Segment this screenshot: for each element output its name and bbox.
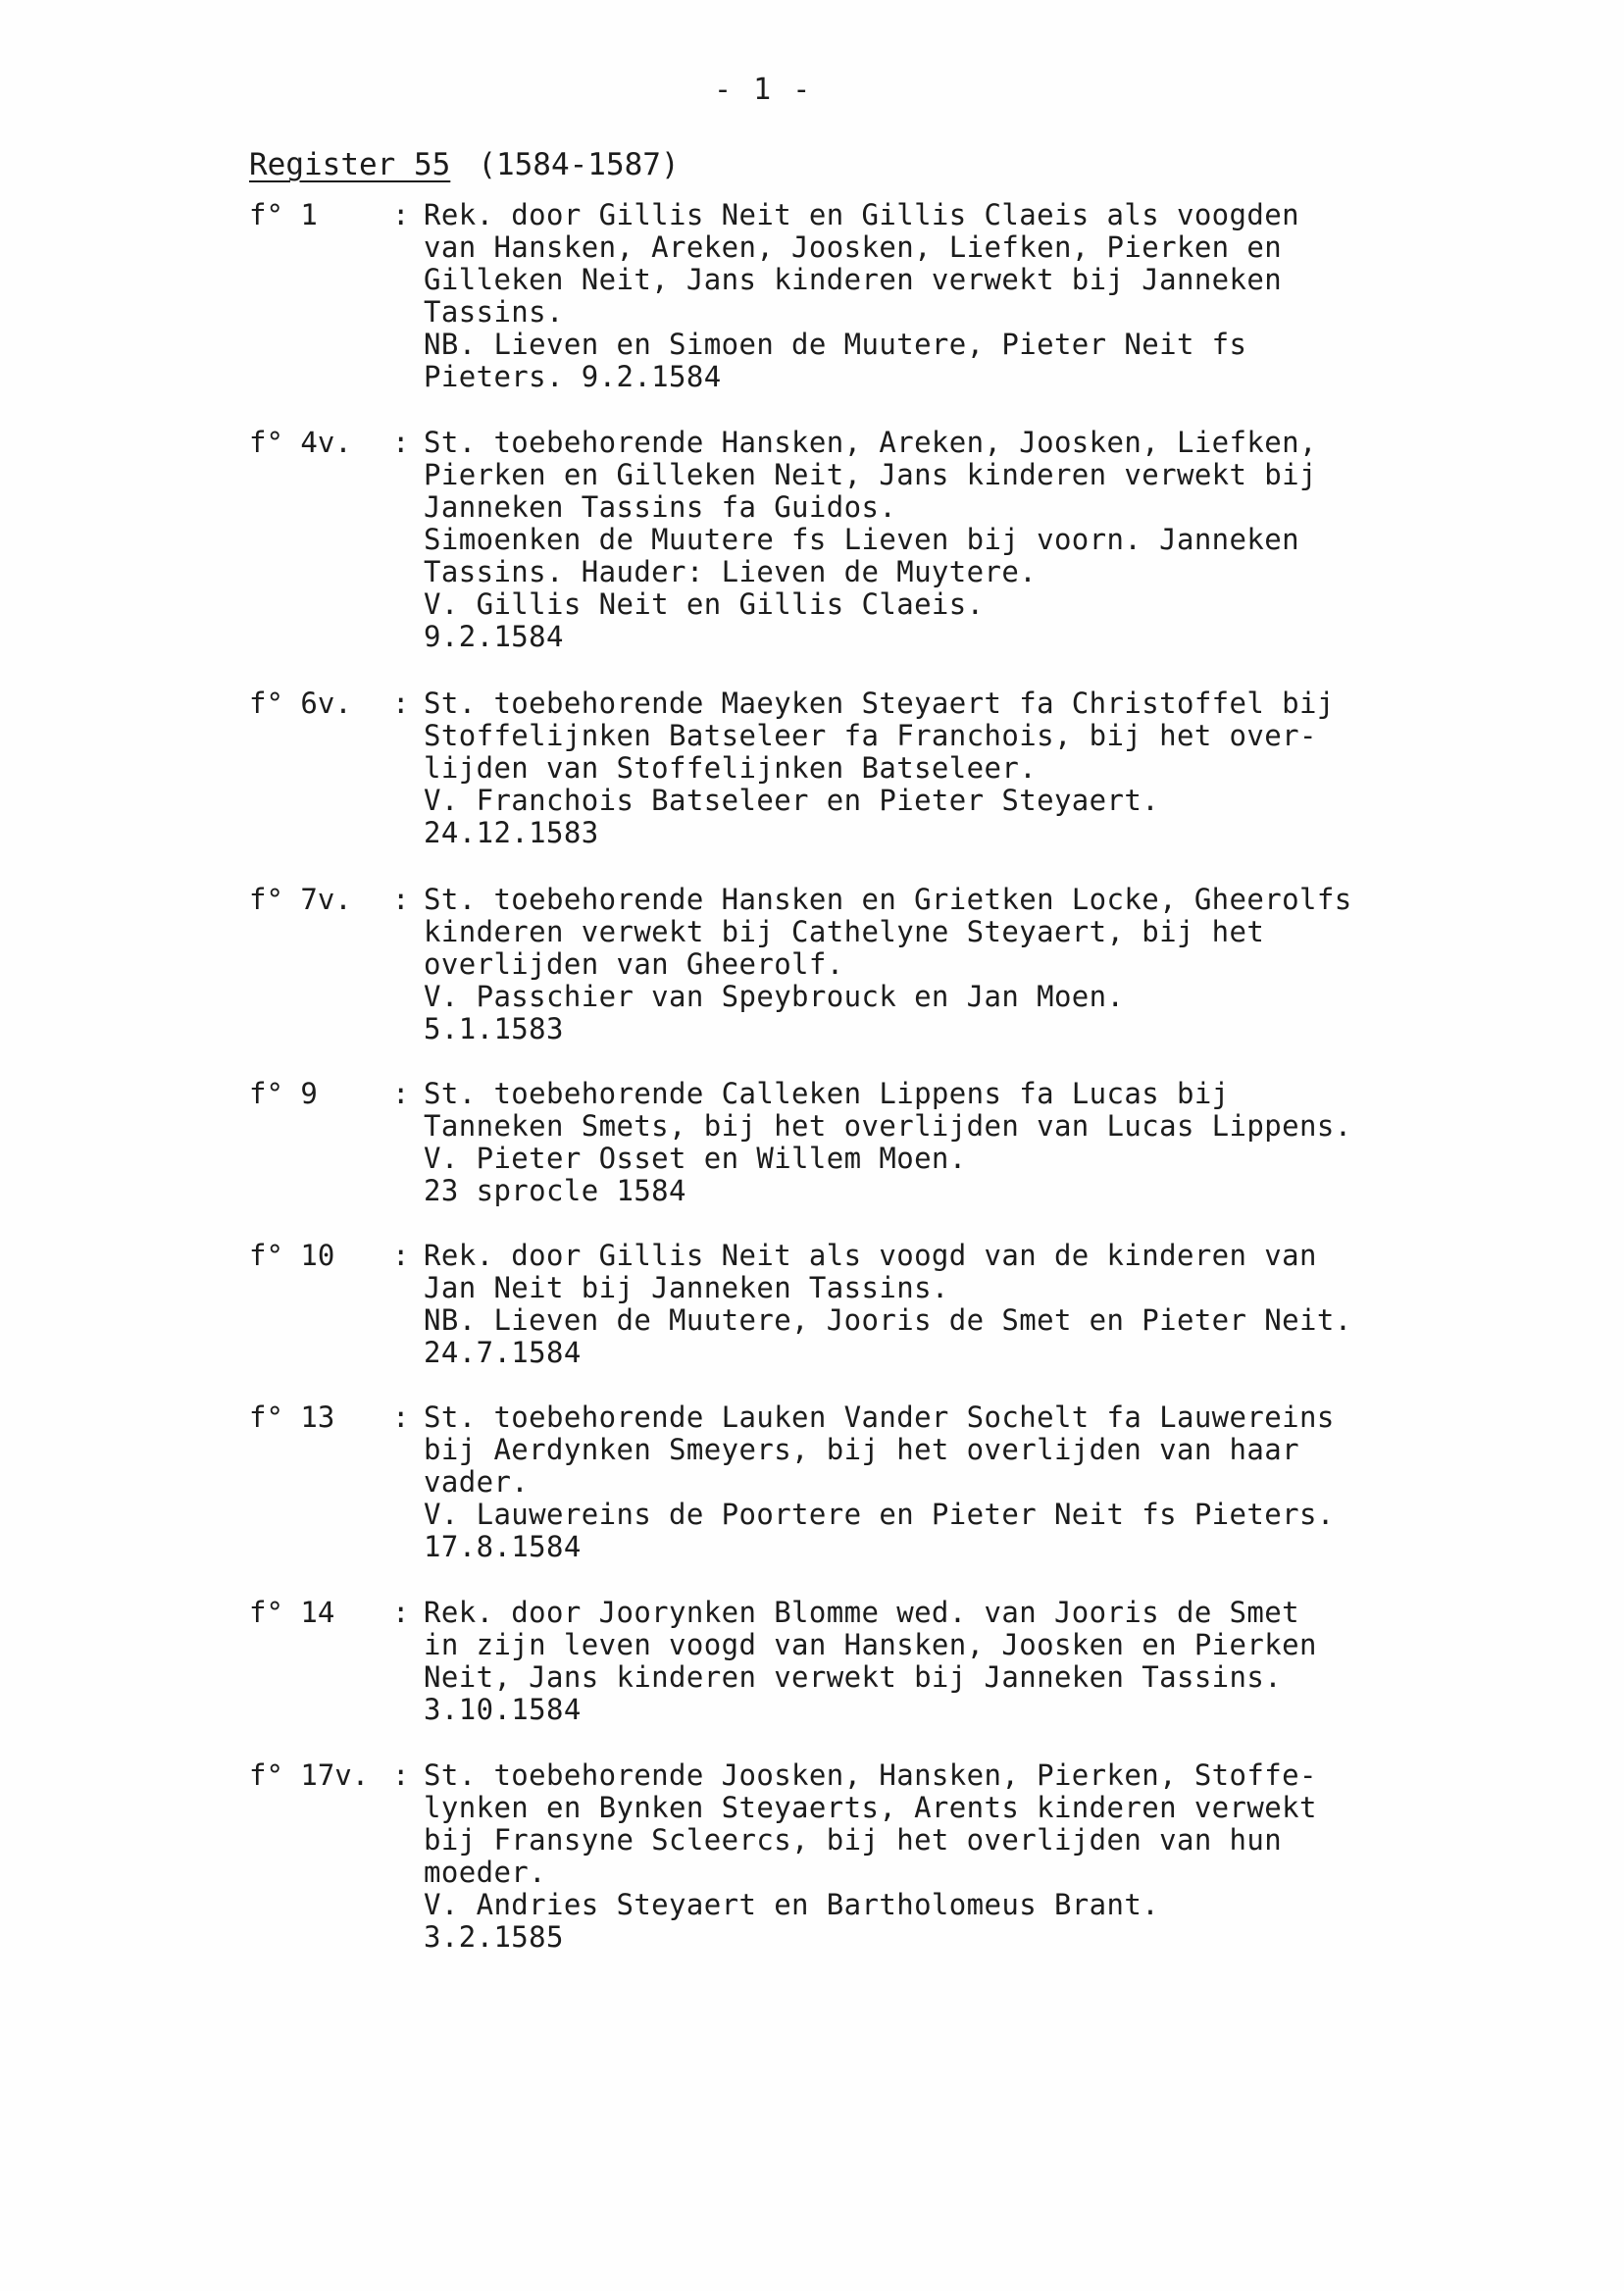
entry-line: Stoffelijnken Batseleer fa Franchois, bij het over- [424, 719, 1317, 752]
entry [249, 199, 1299, 393]
folio-separator: : [392, 426, 410, 459]
folio-label: f° 6v. [249, 687, 352, 720]
entry-line: 3.10.1584 [424, 1693, 582, 1726]
entry-line: St. toebehorende Joosken, Hansken, Pierken, Stoffe- [424, 1758, 1317, 1792]
entry-line: Gilleken Neit, Jans kinderen verwekt bij Janneken [424, 263, 1283, 296]
entry-text [424, 1401, 1335, 1563]
entry-line: St. toebehorende Maeyken Steyaert fa Christoffel bij [424, 687, 1335, 720]
entry-text [424, 1597, 1317, 1726]
folio-separator: : [392, 883, 410, 916]
entry-line: St. toebehorende Lauken Vander Sochelt fa Lauwereins [424, 1400, 1335, 1434]
entry-line: lijden van Stoffelijnken Batseleer. [424, 751, 1038, 785]
entry-line: Pierken en Gilleken Neit, Jans kinderen verwekt bij [424, 458, 1317, 491]
folio-separator: : [392, 687, 410, 720]
entry [249, 1759, 1317, 1954]
entry-line: Pieters. 9.2.1584 [424, 360, 722, 393]
entry-text [424, 687, 1335, 849]
entry-line: NB. Lieven en Simoen de Muutere, Pieter Neit fs [424, 328, 1247, 361]
entry-line: 5.1.1583 [424, 1012, 564, 1045]
register-heading [249, 147, 680, 182]
entry-line: Tanneken Smets, bij het overlijden van Lucas Lippens. [424, 1109, 1352, 1143]
entry [249, 1597, 1317, 1726]
folio-label: f° 14 [249, 1596, 335, 1629]
entry-line: Rek. door Gillis Neit als voogd van de kinderen van [424, 1239, 1317, 1272]
entry-line: 17.8.1584 [424, 1530, 582, 1563]
folio-separator: : [392, 1596, 410, 1629]
entry-line: St. toebehorende Hansken, Areken, Joosken, Liefken, [424, 426, 1317, 459]
entry-line: V. Lauwereins de Poortere en Pieter Neit fs Pieters. [424, 1498, 1335, 1531]
entry-line: vader. [424, 1465, 530, 1499]
entry-line: Rek. door Joorynken Blomme wed. van Jooris de Smet [424, 1596, 1299, 1629]
entry-line: van Hansken, Areken, Joosken, Liefken, Pierken en [424, 230, 1283, 264]
folio-label: f° 17v. [249, 1758, 370, 1792]
folio-label: f° 13 [249, 1400, 335, 1434]
register-years: (1584-1587) [478, 147, 680, 182]
entry-line: 23 sprocle 1584 [424, 1174, 686, 1207]
entry-line: St. toebehorende Hansken en Grietken Locke, Gheerolfs [424, 883, 1352, 916]
folio-label: f° 4v. [249, 426, 352, 459]
entry [249, 427, 1317, 653]
entry-line: Rek. door Gillis Neit en Gillis Claeis als voogden [424, 198, 1299, 231]
page-number: - 1 - [714, 73, 813, 107]
entry-line: V. Pieter Osset en Willem Moen. [424, 1142, 967, 1175]
entry-line: Neit, Jans kinderen verwekt bij Janneken Tassins. [424, 1660, 1283, 1694]
folio-separator: : [392, 1239, 410, 1272]
entry-line: bij Aerdynken Smeyers, bij het overlijden van haar [424, 1433, 1299, 1466]
entry [249, 1078, 1352, 1207]
entry-text [424, 1078, 1352, 1207]
entry-line: 3.2.1585 [424, 1920, 564, 1954]
entry-line: 9.2.1584 [424, 620, 564, 653]
entry-text [424, 1240, 1352, 1369]
entry-line: 24.7.1584 [424, 1336, 582, 1369]
entry [249, 884, 1352, 1045]
entry-line: V. Andries Steyaert en Bartholomeus Brant. [424, 1888, 1160, 1921]
entry [249, 1240, 1352, 1369]
entry-line: kinderen verwekt bij Cathelyne Steyaert, bij het [424, 915, 1265, 948]
entry-line: Janneken Tassins fa Guidos. [424, 490, 897, 524]
entry-line: 24.12.1583 [424, 816, 599, 849]
folio-label: f° 7v. [249, 883, 352, 916]
entry-text [424, 884, 1352, 1045]
entry-line: bij Fransyne Scleercs, bij het overlijden van hun [424, 1823, 1283, 1857]
entry-line: V. Gillis Neit en Gillis Claeis. [424, 587, 985, 621]
entry-line: Tassins. [424, 295, 564, 329]
folio-label: f° 1 [249, 198, 318, 231]
entry-line: overlijden van Gheerolf. [424, 947, 844, 981]
entry-line: lynken en Bynken Steyaerts, Arents kinderen verwekt [424, 1791, 1317, 1824]
entry-line: V. Franchois Batseleer en Pieter Steyaert. [424, 784, 1160, 817]
folio-label: f° 9 [249, 1077, 318, 1110]
entry-line: Jan Neit bij Janneken Tassins. [424, 1271, 949, 1304]
entry-line: Tassins. Hauder: Lieven de Muytere. [424, 555, 1038, 588]
folio-separator: : [392, 1400, 410, 1434]
entry-line: NB. Lieven de Muutere, Jooris de Smet en Pieter Neit. [424, 1303, 1352, 1337]
entry-text [424, 427, 1317, 653]
folio-separator: : [392, 1077, 410, 1110]
entry-line: in zijn leven voogd van Hansken, Joosken en Pierken [424, 1628, 1317, 1661]
entry-line: Simoenken de Muutere fs Lieven bij voorn. Janneken [424, 523, 1299, 556]
entry-line: St. toebehorende Calleken Lippens fa Lucas bij [424, 1077, 1230, 1110]
folio-separator: : [392, 1758, 410, 1792]
entry-text [424, 1759, 1317, 1954]
entry-text [424, 199, 1299, 393]
entry [249, 687, 1335, 849]
entry [249, 1401, 1335, 1563]
folio-label: f° 10 [249, 1239, 335, 1272]
register-title: Register 55 [249, 147, 451, 182]
entry-line: moeder. [424, 1856, 547, 1889]
entry-line: V. Passchier van Speybrouck en Jan Moen. [424, 980, 1125, 1013]
folio-separator: : [392, 198, 410, 231]
